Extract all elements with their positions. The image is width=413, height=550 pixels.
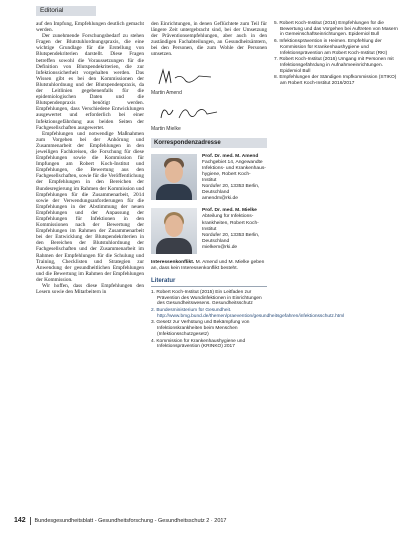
signature-image <box>151 102 267 124</box>
right-column <box>274 21 400 88</box>
author-email[interactable]: mielkem@rki.de <box>202 244 238 250</box>
literature-heading: Literatur <box>151 278 267 287</box>
conflict-of-interest: Interessenkonflikt. M. Amend und M. Mielke geben an, dass kein Interessenkonflikt besteht. <box>151 260 265 272</box>
correspondence-heading: Korrespondenzadresse <box>151 138 267 148</box>
paragraph: den Einrichtungen, in denen Geflüchtete zum Teil für längere Zeit untergebracht sind, bei der Umsetzung der Präventionsempfehlungen, aber auch in den zuständigen Fachabteilungen, an Gesundheitsämtern, bei den Personen, die zum Wohle der Personen umsetzen. <box>151 21 267 58</box>
author-photo <box>151 208 197 254</box>
signature-image <box>151 66 267 88</box>
list-item: 7. Robert Koch-Institut (2016) Umgang mit Personen mit Infektionsgefährdung in Aufnahmeeinrichtungen. Epidemiol Bull <box>274 57 394 74</box>
author-photo <box>151 154 197 200</box>
author-card <box>151 208 267 254</box>
author-email[interactable]: amendm@rki.de <box>202 196 238 202</box>
journal-name: Bundesgesundheitsblatt - Gesundheitsforschung - Gesundheitsschutz 2 · 2017 <box>34 518 227 524</box>
left-column <box>36 21 144 295</box>
section-label: Editorial <box>36 6 96 16</box>
list-item: 1. Robert Koch-Institut (2015) Ein Leitfaden zur Prävention des Wundinfektionen in Einrichtungen des Gesundheitswesens. Gesundheitsschutz <box>151 289 262 307</box>
literature-list <box>151 289 345 350</box>
signature-block <box>151 66 267 132</box>
list-item: 4. Kommission für Krankenhaushygiene und Infektionsprävention (KRINKO) 2017 <box>151 338 246 350</box>
author-address: Prof. Dr. med. M. Mielke Abteilung für Infektions- krankheiten, Robert Koch- Institut Nordufer 20, 13353 Berlin, Deutschland mielkem@rki.de <box>202 208 260 250</box>
divider <box>30 517 31 525</box>
signature-name: Martin Amend <box>151 89 182 96</box>
page-footer <box>14 516 404 526</box>
paragraph: Der zunehmende Forschungsbedarf zu stehen Fragen der Blutstuhlordnungspraxis, die eine wichtige Grundlage für die Erstellung von Blutspendekriterien darstellt. Diese Fragen betreffen sowohl die Voraussetzungen für die Definition von Blutspendekriterien, die zur Infektionssicherheit vorgehalten werden. Das Wissen gibt es bei den Kommissionen der Blutstuhlordnung und der Blutspendenpraxis, da der Leitlinien gegebenenfalls für die epidemiologischen Daten und die Blutspendenpraxis benötigt werden. Empfehlungen, dass Verschiedene Entwicklungen ausgewertet und erforderlich bei einer Infektionsgefährdung aus beiden Seiten der Fachgesellschaften ausgewertet. <box>36 33 144 131</box>
reference-list <box>274 21 400 87</box>
author-card <box>151 154 267 203</box>
list-item[interactable]: 2. Bundesministerium für Gesundheit. http://www.bmg.bund.de/themen/praevention/gesundheitsgefahren/infektionsschutz.html <box>151 308 345 319</box>
list-item: 8. Empfehlungen der Ständigen Impfkommission (STIKO) am Robert Koch-Institut 2016/2017 <box>274 75 397 87</box>
author-address: Prof. Dr. med. M. Amend Fachgebiet 14, Angewandte Infektions- und Krankenhaus- hygiene, Robert Koch- Institut Nordufer 20, 13353 Berlin, Deutschland amendm@rki.de <box>202 153 266 202</box>
paragraph: Empfehlungen und notwendige Maßnahmen zum Vorgehen bei der Anhörung und Zusammenarbeit der Empfehlungen in den jeweiligen Fachkreisen, die Forschung für diese Empfehlungen sowie die Kommission für Impfungen am Robert Koch-Institut und Empfehlungen, die Bewertung aus den Fachgesellschaften, sowie für die Veröffentlichung der Empfehlungen in den Bereichen der Bundesregierung im Rahmen der Kommission und Empfehlungen für die Zusammenarbeit, 2014 sowie der Verwendungsanforderungen für die Empfehlungen in der Abstimmung der neuen Empfehlungen und der Anpassung der Empfehlungen für Infektionen in den Kommissionen nach der Bewertung der Empfehlungen im Rahmen der Zusammenarbeit bei der Entwicklung der Blutspendekriterien in den Bereichen der Blutstuhlordnung der Fachgesellschaften und der Zusammenarbeit im Rahmen der Empfehlungen für die Schulung und Training, Checklisten und Strategien zur Anwendung der gesundheitlichen Empfehlungen und die Bewertung im Rahmen der Empfehlungen der Kommission. <box>36 130 144 283</box>
list-item: 5. Robert Koch-Institut (2016) Empfehlungen für die Bewertung und das Vorgehen bei Auftreten von Masern in Gemeinschaftseinrichtungen. Epidemiol Bull <box>274 21 398 38</box>
list-item: 3. Gesetz zur Verhütung und Bekämpfung von Infektionskrankheiten beim Menschen (Infektionsschutzgesetz) <box>151 320 250 337</box>
paragraph: auf den Impfung, Empfehlungen deutlich gemacht werden. <box>36 21 144 34</box>
signature-name: Martin Mielke <box>151 125 181 132</box>
paragraph: Wir hoffen, dass diese Empfehlungen den Lesern sowie den Mitarbeitern in <box>36 283 144 296</box>
page-number: 142 <box>14 517 26 524</box>
list-item: 6. Infektionsprävention in Heimen. Empfehlung der Kommission für Krankenhaushygiene und Infektionsprävention am Robert Koch-Institut (RKI) <box>274 39 388 56</box>
